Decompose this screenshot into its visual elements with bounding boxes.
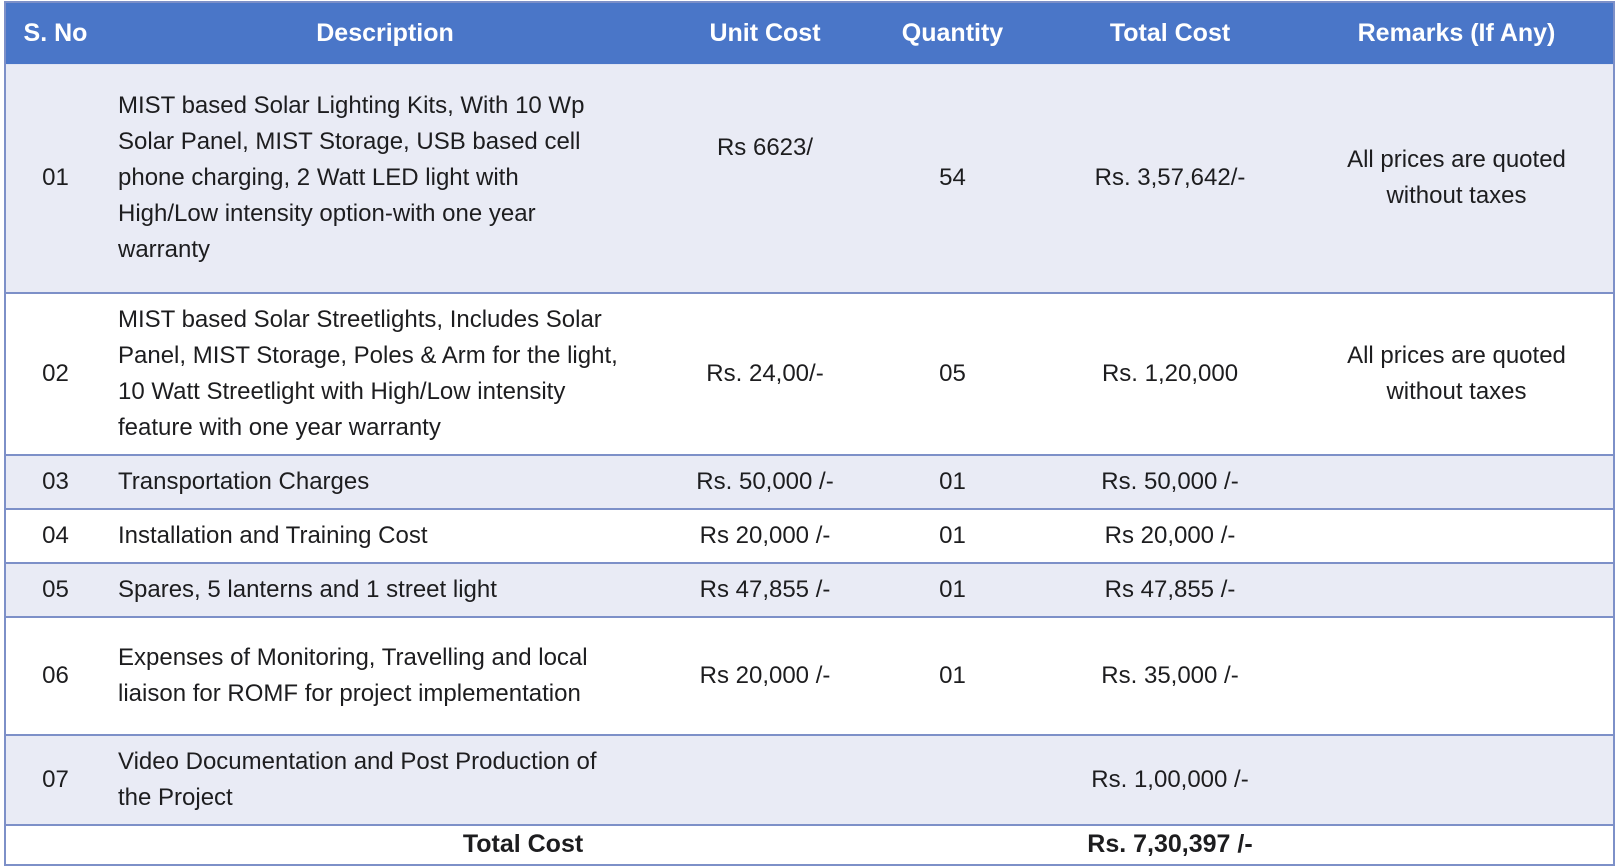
unit-cost-cell: Rs 20,000 /-: [699, 662, 831, 689]
table-row: [5, 563, 1614, 617]
total-cost-cell: Rs 20,000 /-: [1104, 522, 1236, 549]
quantity-cell: [865, 735, 1040, 825]
total-cost-cell: Rs. 50,000 /-: [1101, 468, 1239, 495]
total-cost-cell: Rs. 3,57,642/-: [1094, 164, 1246, 192]
sno-cell: 02: [42, 360, 69, 387]
description-cell: MIST based Solar Lighting Kits, With 10 Wp Solar Panel, MIST Storage, USB based cell phone charging, 2 Watt LED light with High/Low intensity option-with one year warranty: [118, 92, 585, 264]
quantity-cell: 01: [939, 468, 966, 495]
total-cost-cell: Rs. 1,20,000: [1101, 360, 1239, 387]
total-label-cell: Total Cost: [5, 825, 1040, 865]
unit-cost-cell: [665, 735, 865, 825]
header-cell-total-cost: Total Cost: [1109, 18, 1231, 47]
sno-cell: 03: [42, 468, 69, 495]
remarks-cell: [1300, 455, 1614, 509]
table-row: [5, 455, 1614, 509]
remarks-cell: [1300, 509, 1614, 563]
remarks-cell: [1300, 825, 1614, 865]
remarks-cell: [1300, 617, 1614, 735]
unit-cost-cell: Rs. 50,000 /-: [696, 468, 834, 495]
total-cost-cell: Rs 47,855 /-: [1104, 576, 1236, 603]
remarks-cell: [1300, 563, 1614, 617]
sno-cell: 06: [42, 662, 69, 689]
total-cost-cell: Rs. 1,00,000 /-: [1091, 766, 1249, 793]
quantity-cell: 01: [939, 576, 966, 603]
description-cell: Transportation Charges: [118, 468, 370, 495]
header-row: [5, 2, 1614, 64]
table-body: [5, 64, 1614, 865]
quantity-cell: 01: [939, 522, 966, 549]
quantity-cell: 01: [939, 662, 966, 689]
table-row: [5, 509, 1614, 563]
remarks-cell: All prices are quoted without taxes: [1347, 146, 1566, 210]
header-cell-sno: S. No: [23, 18, 88, 47]
header-cell-remarks: Remarks (If Any): [1357, 18, 1556, 47]
grand-total-cell: Rs. 7,30,397 /-: [1040, 825, 1300, 865]
description-cell: Video Documentation and Post Production of the Project: [118, 748, 597, 811]
quantity-cell: 54: [939, 164, 966, 192]
unit-cost-cell: Rs. 24,00/-: [706, 360, 824, 387]
document-page: [0, 1, 1618, 859]
table-row: [5, 735, 1614, 825]
quantity-cell: 05: [939, 360, 966, 387]
description-cell: Expenses of Monitoring, Travelling and local liaison for ROMF for project implementation: [118, 644, 588, 707]
total-cost-cell: Rs. 35,000 /-: [1101, 662, 1239, 689]
description-cell: Spares, 5 lanterns and 1 street light: [118, 576, 497, 603]
table-header: [5, 2, 1614, 64]
cost-summary-table: [4, 1, 1615, 866]
sno-cell: 01: [42, 164, 69, 192]
unit-cost-value: Rs 6623/: [716, 134, 814, 162]
table-row: [5, 617, 1614, 735]
sno-cell: 04: [42, 522, 69, 549]
total-row: [5, 825, 1614, 865]
remarks-cell: [1300, 735, 1614, 825]
table-row: [5, 64, 1614, 293]
header-cell-unit-cost: Unit Cost: [709, 18, 821, 47]
header-cell-description: Description: [316, 18, 454, 47]
unit-cost-cell: Rs 47,855 /-: [699, 576, 831, 603]
sno-cell: 05: [42, 576, 69, 603]
unit-cost-cell: Rs 20,000 /-: [699, 522, 831, 549]
description-cell: Installation and Training Cost: [118, 522, 428, 549]
description-cell: MIST based Solar Streetlights, Includes Solar Panel, MIST Storage, Poles & Arm for the light, 10 Watt Streetlight with High/Low intensity feature with one year warranty: [118, 306, 618, 441]
header-cell-quantity: Quantity: [901, 18, 1004, 47]
table-row: [5, 293, 1614, 455]
sno-cell: 07: [42, 766, 69, 793]
remarks-cell: All prices are quoted without taxes: [1347, 342, 1566, 405]
unit-cost-cell: [665, 64, 865, 293]
